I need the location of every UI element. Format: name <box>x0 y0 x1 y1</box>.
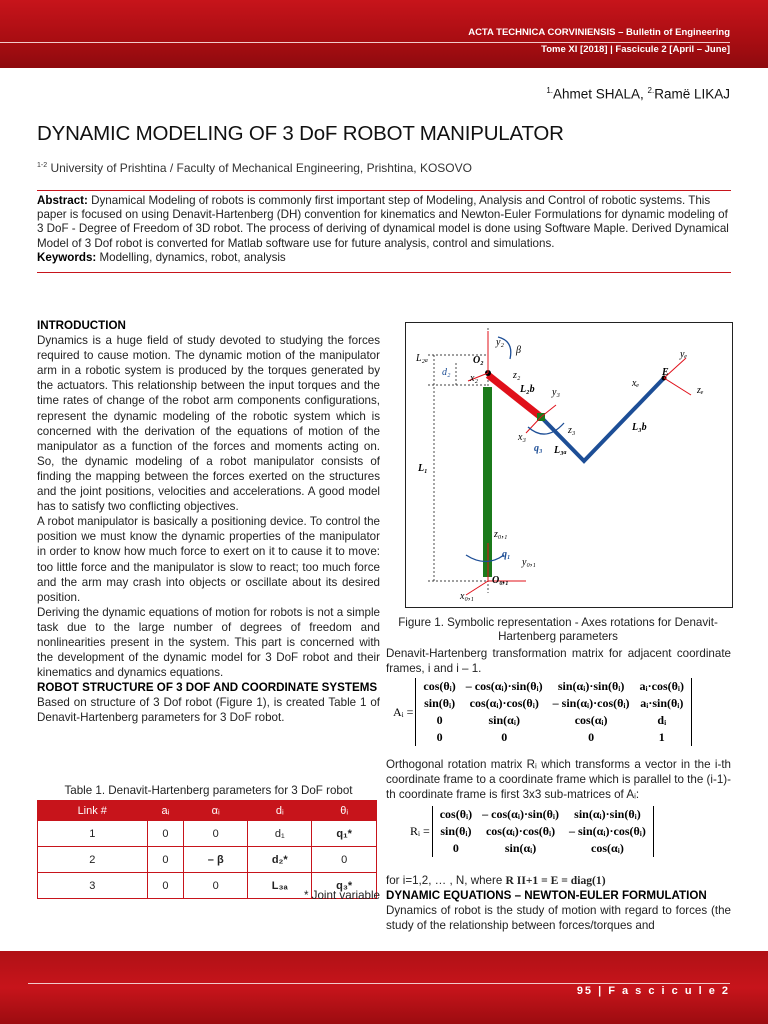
table-header-theta: θᵢ <box>312 801 377 821</box>
rotation-matrix-intro: Orthogonal rotation matrix Rᵢ which transforms a vector in the i-th coordinate frame to a coordinate frame which is parallel to the (i-1)-th coordinate frame is first 3x3 sub-matrices of Aᵢ: <box>386 758 731 802</box>
intro-paragraph-1: Dynamics is a huge field of study devoted to studying the forces required to cause motion. The dynamic motion of the manipulator arm in a robotic system is produced by the torques generated by the actuators. This relationship between the input torques and the time rates of change of the robot arm components configurations, represent the dynamic modeling of the robotic system which is concerned with the derivation of the equations of motion of the manipulator as a function of the forces and moments acting on. So, the dynamic modeling of a robot manipulator consists of finding the mapping between the forces exerted on the structures and the joint positions, velocities and accelerations. A good model has to satisfy two conflicting objectives. <box>37 334 380 514</box>
matrix-r: Rᵢ = cos(θᵢ) – cos(αᵢ)·sin(θᵢ) sin(αᵢ)·sin(θᵢ) sin(θᵢ) cos(αᵢ)·cos(θᵢ) – sin(αᵢ)·cos(θᵢ) 0 sin(αᵢ) cos(αᵢ) <box>405 806 654 857</box>
dh-parameter-table <box>37 800 377 899</box>
svg-text:x₂: x₂ <box>470 373 478 384</box>
table-row: 3 0 0 L₃ₐ q₃* <box>38 873 377 899</box>
introduction-heading: INTRODUCTION <box>37 319 126 332</box>
figure-robot-diagram <box>405 322 733 608</box>
svg-text:O₂: O₂ <box>473 355 484 366</box>
svg-text:y₀,₁: y₀,₁ <box>522 557 536 568</box>
svg-text:β: β <box>516 345 521 356</box>
intro-paragraph-3: Deriving the dynamic equations of motion for robots is not a simple task due to the large number of degrees of freedom and nonlinearities present in the system. This part is concerned with the development of the dynamic model for 3 DoF robot and their kinematics and dynamics equations. <box>37 605 380 680</box>
svg-text:z₀,₁: z₀,₁ <box>494 529 508 540</box>
keywords-text: Modelling, dynamics, robot, analysis <box>96 250 286 264</box>
svg-text:y₃: y₃ <box>552 387 560 398</box>
svg-text:L₂b: L₂b <box>520 384 535 395</box>
svg-text:L₃ₐ: L₃ₐ <box>554 445 567 456</box>
svg-text:L₃b: L₃b <box>632 422 647 433</box>
right-column-mid <box>386 757 731 802</box>
abstract-label: Abstract: <box>37 194 88 207</box>
abstract-bottom-rule <box>37 272 731 273</box>
affiliation: $^{1-2}$ University of Prishtina / Faculty of Mechanical Engineering, Prishtina, KOSOVO <box>37 161 472 175</box>
svg-text:d₂: d₂ <box>442 367 451 378</box>
right-column-top <box>386 646 731 676</box>
dh-matrix-intro: Denavit-Hartenberg transformation matrix for adjacent coordinate frames, i and i – 1. <box>386 647 731 676</box>
table-header-alpha: αᵢ <box>184 801 248 821</box>
matrix-r-label: Rᵢ = <box>410 824 430 838</box>
robot-diagram-svg <box>406 323 732 607</box>
paper-title: DYNAMIC MODELING OF 3 DoF ROBOT MANIPULATOR <box>37 122 564 145</box>
svg-text:x₃: x₃ <box>518 432 526 443</box>
table-caption: Table 1. Denavit-Hartenberg parameters for 3 DoF robot <box>64 784 353 797</box>
keywords-label: Keywords: <box>37 250 97 264</box>
page-number: 95 | F a s c i c u l e 2 <box>576 985 730 997</box>
intro-paragraph-2: A robot manipulator is basically a positioning device. To control the position we must know the dynamic properties of the manipulator in order to know how much force to exert on it to cause it to move: too little force and the manipulator is slow to react; too much force and the arm may crash into objects or oscillate about its desired position. <box>37 515 380 604</box>
journal-header-band <box>0 0 768 68</box>
svg-text:xₑ: xₑ <box>632 378 640 389</box>
svg-text:z₂: z₂ <box>513 370 521 381</box>
svg-text:E: E <box>662 367 669 378</box>
authors: $^{1.}$Ahmet SHALA, $^{2.}$Ramë LIKAJ <box>546 86 730 102</box>
robot-structure-heading: ROBOT STRUCTURE OF 3 DOF AND COORDINATE SYSTEMS <box>37 681 378 695</box>
header-rule <box>0 42 730 43</box>
table-header-a: aᵢ <box>147 801 184 821</box>
table-row: 2 0 – β d₂* 0 <box>38 847 377 873</box>
svg-text:z₃: z₃ <box>568 425 576 436</box>
abstract-block <box>37 194 731 265</box>
svg-text:O₀,₁: O₀,₁ <box>492 575 509 586</box>
svg-text:L₁: L₁ <box>418 463 428 474</box>
dynamic-equations-heading: DYNAMIC EQUATIONS – NEWTON-EULER FORMULATION <box>386 889 707 903</box>
right-column-bottom <box>386 873 731 933</box>
matrix-a-label: Aᵢ = <box>393 704 414 719</box>
table-note: * Joint variable <box>303 889 380 902</box>
figure-caption: Figure 1. Symbolic representation - Axes rotations for Denavit-Hartenberg parameters <box>398 616 718 643</box>
journal-title: ACTA TECHNICA CORVINIENSIS – Bulletin of Engineering <box>468 27 730 38</box>
left-column <box>37 318 380 726</box>
svg-text:y₂: y₂ <box>496 337 504 348</box>
svg-text:L₂ₐ: L₂ₐ <box>416 353 428 364</box>
footer-rule <box>28 983 730 984</box>
table-header-link: Link # <box>38 801 148 821</box>
table-row: 1 0 0 d₁ q₁* <box>38 821 377 847</box>
for-i-text: for i=1,2, … , N, where <box>386 874 506 887</box>
footer-band <box>0 951 768 1024</box>
svg-text:zₑ: zₑ <box>697 385 704 396</box>
journal-issue: Tome XI [2018] | Fascicule 2 [April – June] <box>541 44 730 55</box>
identity-relation: R II+1 = E = diag(1) <box>505 874 606 887</box>
svg-text:x₀,₁: x₀,₁ <box>460 591 474 602</box>
abstract-text: Dynamical Modeling of robots is commonly first important step of Modeling, Analysis and Control of robotic systems. This paper is focused on using Denavit-Hartenberg (DH) convention for kinematics and Newton-Euler Formulations for dynamic modeling of 3 DoF - Degree of Freedom of 3D robot. The process of deriving of dynamical model is done using Software Maple. Derived Dynamical Model of 3 Dof robot is converted for Matlab software use for future analysis, control and simulations. <box>37 194 729 250</box>
structure-paragraph: Based on structure of 3 Dof robot (Figure 1), is created Table 1 of Denavit-Hartenberg parameters for 3 DoF robot. <box>37 696 380 725</box>
table-header-d: dᵢ <box>248 801 312 821</box>
svg-text:yₑ: yₑ <box>680 349 688 360</box>
abstract-top-rule <box>37 190 731 191</box>
link-2b-red <box>488 375 541 417</box>
svg-text:q₃: q₃ <box>534 443 543 454</box>
matrix-a: Aᵢ = cos(θᵢ) – cos(αᵢ)·sin(θᵢ) sin(αᵢ)·sin(θᵢ) aᵢ·cos(θᵢ) sin(θᵢ) cos(αᵢ)·cos(θᵢ) – sin(αᵢ)·cos(θᵢ) aᵢ·sin(θᵢ) 0 sin(αᵢ) cos(αᵢ) dᵢ 0 0 0 1 <box>388 678 692 746</box>
dynamics-paragraph: Dynamics of robot is the study of motion with regard to forces (the study of the relationship between forces/torques and <box>386 904 731 933</box>
svg-text:q₁: q₁ <box>502 549 511 560</box>
